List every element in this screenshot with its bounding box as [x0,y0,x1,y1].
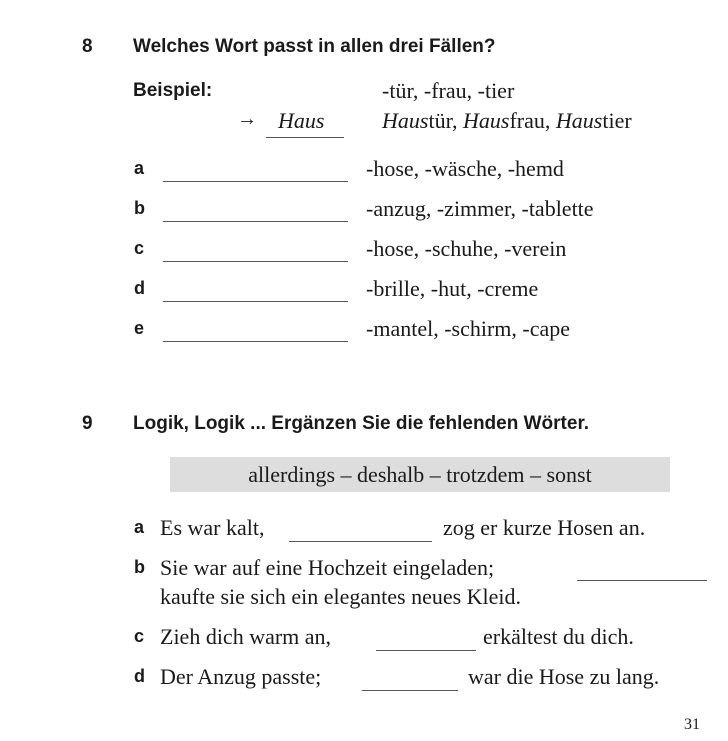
example-solution [382,108,632,134]
exercise-9-title: Logik, Logik ... Ergänzen Sie die fehlenden Wörter. [133,413,590,434]
item-letter: d [134,278,145,298]
item-suffixes: -hose, -wäsche, -hemd [366,156,564,181]
sentence-after: erkältest du dich. [483,624,634,649]
item-suffixes: -brille, -hut, -creme [366,276,539,301]
arrow-icon: → [237,108,257,130]
item-letter: a [134,158,145,178]
sentence-before: Sie war auf eine Hochzeit eingeladen; [160,555,495,580]
sentence-before: Der Anzug passte; [160,664,322,689]
answer-blank-9b[interactable] [577,580,707,581]
answer-blank-8e[interactable] [163,341,348,342]
answer-blank-8d[interactable] [163,301,348,302]
sentence-after: war die Hose zu lang. [468,664,660,689]
item-letter: d [134,666,145,686]
solution-rest: frau, [509,108,556,133]
sentence-line2: kaufte sie sich ein elegantes neues Kleid. [160,584,522,609]
example-answer-line [266,137,344,138]
solution-stem: Haus [463,108,510,133]
solution-rest: tier [602,108,632,133]
sentence-before: Zieh dich warm an, [160,624,332,649]
answer-blank-8c[interactable] [163,261,348,262]
page-number: 31 [684,716,700,733]
exercise-9-number: 9 [82,413,93,434]
answer-blank-9a[interactable] [289,541,432,542]
item-suffixes: -anzug, -zimmer, -tablette [366,196,594,221]
item-letter: b [134,557,145,577]
example-suffixes: -tür, -frau, -tier [382,78,515,103]
exercise-8-title: Welches Wort passt in allen drei Fällen? [133,36,496,57]
item-suffixes: -mantel, -schirm, -cape [366,316,571,341]
solution-stem: Haus [382,108,429,133]
solution-rest: tür, [428,108,464,133]
solution-stem: Haus [555,108,603,133]
answer-blank-9c[interactable] [376,650,476,651]
exercise-8-number: 8 [82,36,93,57]
item-letter: c [134,238,145,258]
item-letter: e [134,318,145,338]
item-letter: a [134,517,145,537]
sentence-after: zog er kurze Hosen an. [443,515,646,540]
example-answer: Haus [278,108,325,133]
answer-blank-8b[interactable] [163,221,348,222]
sentence-before: Es war kalt, [160,515,265,540]
answer-blank-9d[interactable] [362,690,458,691]
item-letter: b [134,198,145,218]
answer-blank-8a[interactable] [163,181,348,182]
item-suffixes: -hose, -schuhe, -verein [366,236,567,261]
item-letter: c [134,626,145,646]
example-label: Beispiel: [133,80,213,101]
word-box-text: allerdings – deshalb – trotzdem – sonst [248,462,592,487]
word-box [170,457,670,492]
